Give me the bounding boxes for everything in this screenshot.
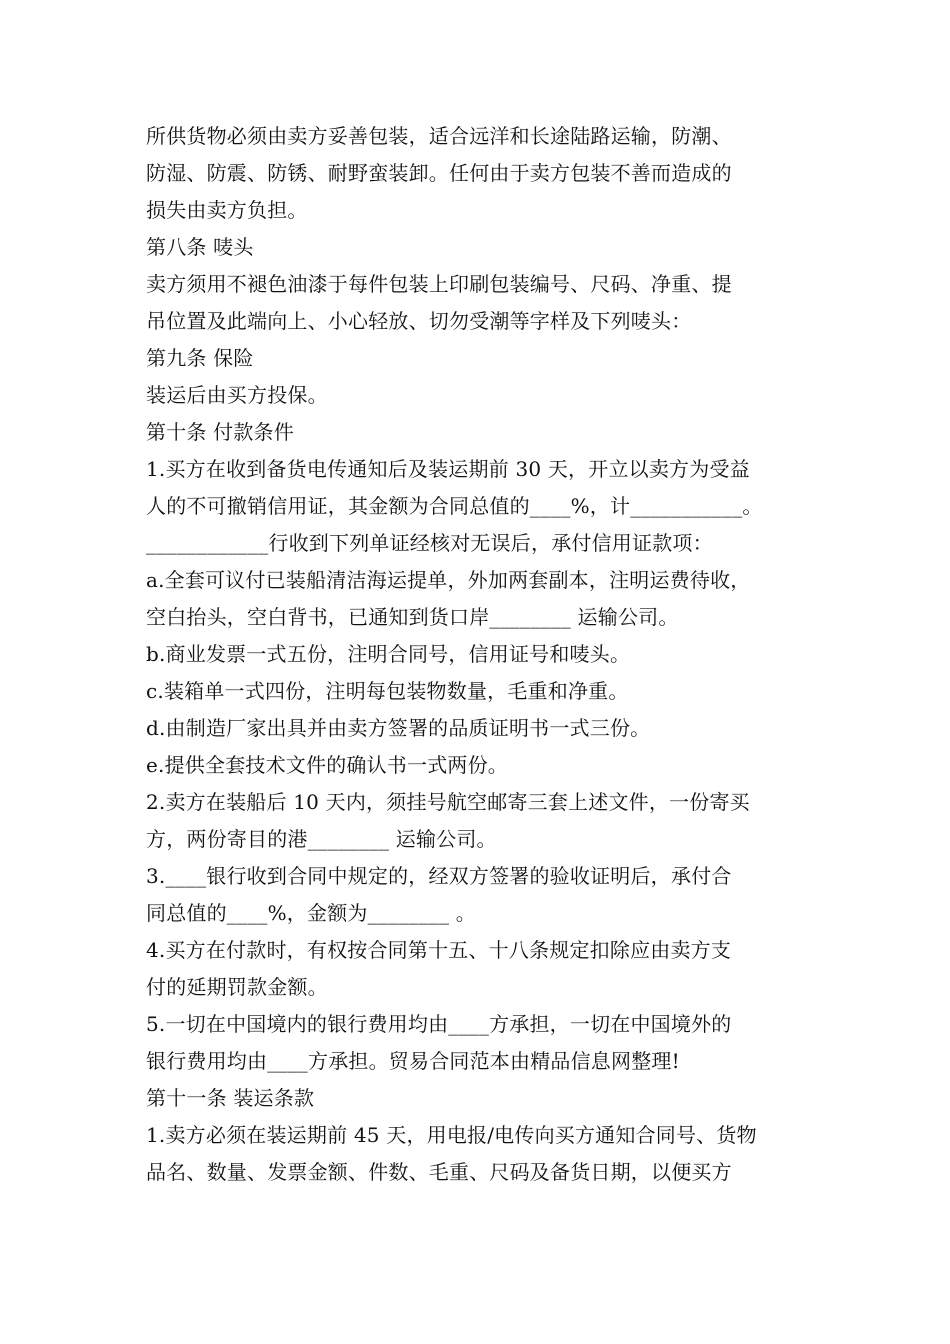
text-line: d.由制造厂家出具并由卖方签署的品质证明书一式三份。 <box>146 716 651 740</box>
section-heading-article-9: 第九条 保险 <box>146 346 254 370</box>
text-line: 所供货物必须由卖方妥善包装，适合远洋和长途陆路运输，防潮、 <box>146 124 732 148</box>
text-line: 品名、数量、发票金额、件数、毛重、尺码及备货日期，以便买方 <box>146 1160 732 1184</box>
text-line: 付的延期罚款金额。 <box>146 975 328 999</box>
text-line: 防湿、防震、防锈、耐野蛮装卸。任何由于卖方包装不善而造成的 <box>146 161 732 185</box>
text-line: 3.____银行收到合同中规定的，经双方签署的验收证明后，承付合 <box>146 864 732 888</box>
text-line: 装运后由买方投保。 <box>146 383 328 407</box>
text-line: 4.买方在付款时，有权按合同第十五、十八条规定扣除应由卖方支 <box>146 938 732 962</box>
text-line: 2.卖方在装船后 10 天内，须挂号航空邮寄三套上述文件，一份寄买 <box>146 790 750 814</box>
section-heading-article-10: 第十条 付款条件 <box>146 420 294 444</box>
text-line: ____________行收到下列单证经核对无误后，承付信用证款项： <box>146 531 713 555</box>
text-line: e.提供全套技术文件的确认书一式两份。 <box>146 753 508 777</box>
text-line: b.商业发票一式五份，注明合同号，信用证号和唛头。 <box>146 642 631 666</box>
text-line: 银行费用均由____方承担。贸易合同范本由精品信息网整理! <box>146 1049 680 1073</box>
text-line: c.装箱单一式四份，注明每包装物数量，毛重和净重。 <box>146 679 629 703</box>
text-line: 卖方须用不褪色油漆于每件包装上印刷包装编号、尺码、净重、提 <box>146 272 732 296</box>
section-heading-article-11: 第十一条 装运条款 <box>146 1086 315 1110</box>
text-line: 损失由卖方负担。 <box>146 198 308 222</box>
text-line: 1.买方在收到备货电传通知后及装运期前 30 天，开立以卖方为受益 <box>146 457 750 481</box>
text-line: 方，两份寄目的港________ 运输公司。 <box>146 827 497 851</box>
text-line: 人的不可撤销信用证，其金额为合同总值的____%，计___________。 <box>146 494 763 518</box>
text-line: 同总值的____%，金额为________ 。 <box>146 901 476 925</box>
text-line: 空白抬头，空白背书，已通知到货口岸________ 运输公司。 <box>146 605 679 629</box>
text-line: 5.一切在中国境内的银行费用均由____方承担，一切在中国境外的 <box>146 1012 732 1036</box>
text-line: 1.卖方必须在装运期前 45 天，用电报/电传向买方通知合同号、货物 <box>146 1123 757 1147</box>
text-line: 吊位置及此端向上、小心轻放、切勿受潮等字样及下列唛头： <box>146 309 692 333</box>
section-heading-article-8: 第八条 唛头 <box>146 235 254 259</box>
text-line: a.全套可议付已装船清洁海运提单，外加两套副本，注明运费待收， <box>146 568 751 592</box>
contract-text-body <box>146 118 826 1191</box>
